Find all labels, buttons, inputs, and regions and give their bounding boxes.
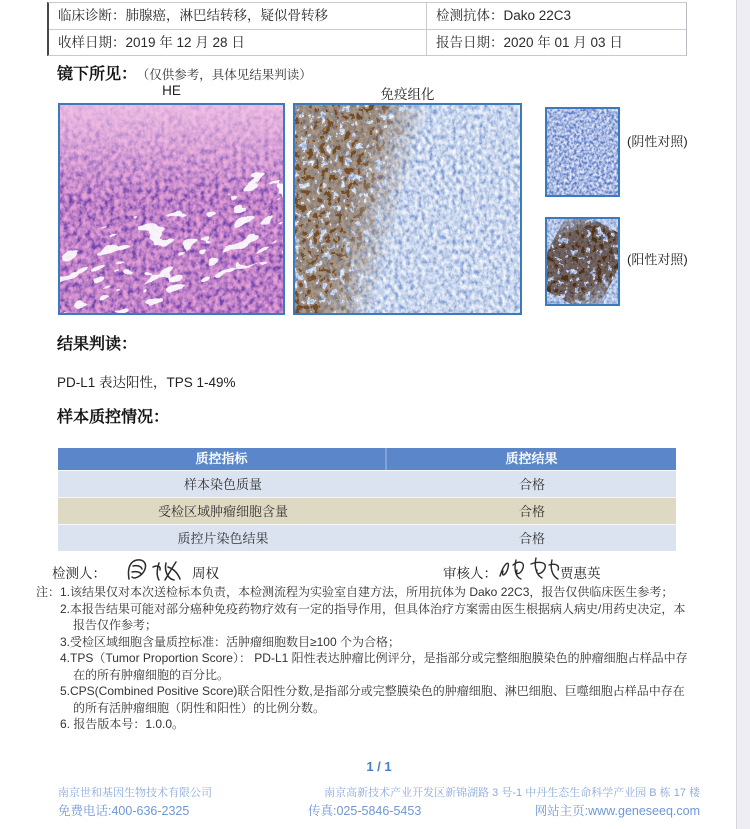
footer-website: 网站主页:www.geneseeq.com bbox=[534, 804, 700, 818]
table-row bbox=[49, 29, 686, 55]
qc-result: 合格 bbox=[518, 504, 545, 519]
note-item: 1.该结果仅对本次送检标本负责，本检测流程为实验室自建方法，所用抗体为 Dako 22C3，报告仅供临床医生参考； bbox=[60, 585, 674, 599]
qc-result: 合格 bbox=[518, 531, 545, 546]
notes-prefix: 注： bbox=[36, 585, 61, 599]
footer-contact-line bbox=[0, 801, 750, 817]
page-edge-strip bbox=[736, 0, 750, 829]
footer-company-line bbox=[58, 784, 700, 800]
footer-fax: 传真:025-5846-5453 bbox=[308, 804, 422, 818]
reviewer-signature-image bbox=[494, 551, 562, 587]
qc-indicator: 样本染色质量 bbox=[183, 477, 262, 492]
clinical-diagnosis-value: 肺腺癌，淋巴结转移，疑似骨转移 bbox=[125, 8, 328, 23]
report-date-value: 2020 年 01 月 03 日 bbox=[503, 35, 623, 50]
microscopy-title-note: （仅供参考，具体见结果判读） bbox=[143, 68, 312, 82]
table-row bbox=[49, 3, 686, 29]
qc-section-title: 样本质控情况： bbox=[57, 409, 170, 426]
he-micrograph bbox=[58, 103, 285, 315]
reviewer-label: 审核人： bbox=[443, 566, 497, 581]
positive-control-micrograph bbox=[545, 217, 620, 306]
note-item: 4.TPS（Tumor Proportion Score）： PD-L1 阳性表达肿瘤比例评分，是指部分或完整细胞膜染色的肿瘤细胞占样品中存在的所有肿瘤细胞的百分比。 bbox=[60, 651, 688, 682]
footer-address: 南京高新技术产业开发区新锦湖路 3 号-1 中丹生态生命科学产业园 B 栋 17 楼 bbox=[324, 787, 700, 799]
reviewer-name: 贾惠英 bbox=[560, 566, 601, 581]
page-number: 1 / 1 bbox=[366, 759, 392, 774]
note-item: 5.CPS(Combined Positive Score)联合阳性分数,是指部分或完整膜染色的肿瘤细胞、淋巴细胞、巨噬细胞占样品中存在的所有活肿瘤细胞（阴性和阳性）的比例分数。 bbox=[60, 684, 685, 715]
qc-table-header bbox=[58, 448, 676, 470]
table-row bbox=[58, 470, 676, 497]
he-image-label: HE bbox=[162, 83, 181, 98]
tester-signature-image bbox=[122, 555, 186, 585]
qc-table bbox=[58, 448, 676, 551]
antibody-cell bbox=[426, 3, 686, 29]
positive-control-label: (阳性对照) bbox=[627, 252, 688, 267]
antibody-label: 检测抗体： bbox=[436, 8, 504, 23]
received-date-label: 收样日期： bbox=[58, 35, 126, 50]
negative-control-label: (阴性对照) bbox=[627, 134, 688, 149]
tester-name: 周权 bbox=[192, 566, 219, 581]
clinical-diagnosis-label: 临床诊断： bbox=[58, 8, 126, 23]
footer-company: 南京世和基因生物技术有限公司 bbox=[58, 787, 212, 799]
antibody-value: Dako 22C3 bbox=[503, 8, 572, 23]
ihc-image-label: 免疫组化 bbox=[380, 87, 435, 102]
result-body: PD-L1 表达阳性，TPS 1-49% bbox=[57, 375, 236, 390]
note-item: 3.受检区域细胞含量质控标准：活肿瘤细胞数目≥100 个为合格； bbox=[60, 634, 400, 649]
result-section-title: 结果判读： bbox=[57, 336, 138, 353]
negative-control-micrograph bbox=[545, 107, 620, 197]
qc-indicator: 受检区域肿瘤细胞含量 bbox=[157, 504, 288, 519]
qc-header-indicator: 质控指标 bbox=[58, 448, 387, 470]
negative-control-image bbox=[547, 109, 618, 195]
note-item: 2.本报告结果可能对部分癌种免疫药物疗效有一定的指导作用，但具体治疗方案需由医生根据病人病史/用药史决定，本报告仅作参考； bbox=[60, 601, 686, 632]
received-date-cell bbox=[49, 30, 426, 55]
qc-result: 合格 bbox=[518, 477, 545, 492]
note-line bbox=[36, 584, 696, 601]
report-date-label: 报告日期： bbox=[436, 35, 504, 50]
notes-block bbox=[36, 584, 696, 733]
qc-header-result: 质控结果 bbox=[505, 451, 558, 466]
note-item: 6. 报告版本号：1.0.0。 bbox=[60, 717, 185, 731]
footer-phone: 免费电话:400-636-2325 bbox=[58, 804, 190, 818]
received-date-value: 2019 年 12 月 28 日 bbox=[125, 35, 245, 50]
sample-info-table bbox=[47, 2, 687, 56]
he-micrograph-image bbox=[60, 105, 283, 313]
tester-label: 检测人： bbox=[52, 566, 106, 581]
table-row bbox=[58, 524, 676, 551]
microscopy-title-text: 镜下所见： bbox=[57, 66, 138, 83]
ihc-micrograph-image bbox=[295, 105, 520, 313]
qc-indicator: 质控片染色结果 bbox=[177, 531, 269, 546]
microscopy-section-title bbox=[57, 61, 312, 84]
clinical-diagnosis-cell bbox=[49, 3, 426, 29]
table-row bbox=[58, 497, 676, 524]
positive-control-image bbox=[547, 219, 618, 304]
ihc-micrograph bbox=[293, 103, 522, 315]
report-date-cell bbox=[426, 30, 686, 55]
